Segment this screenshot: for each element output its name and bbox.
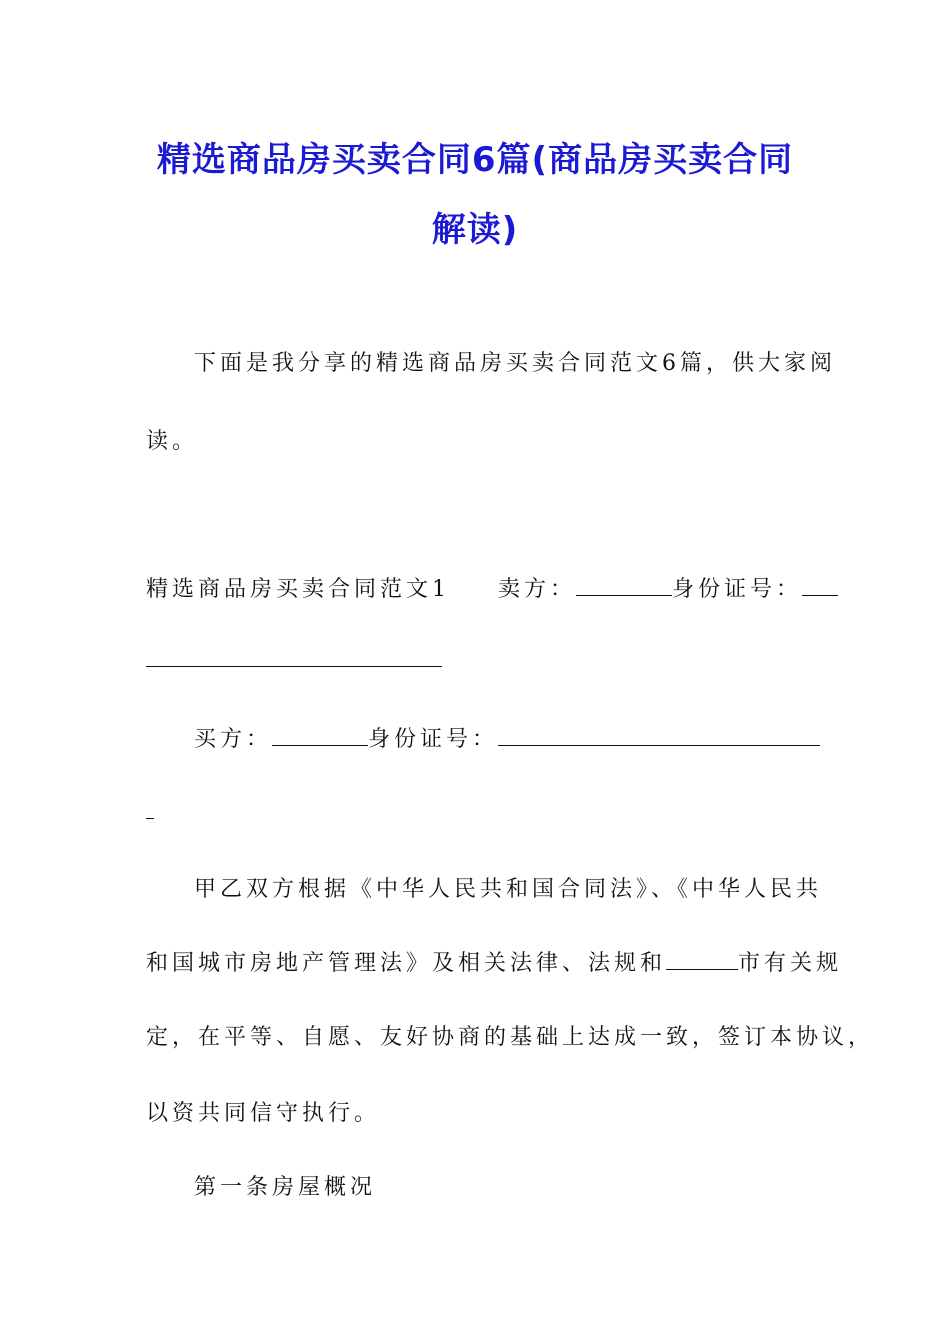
document-title-line-2: 解读) <box>431 210 519 250</box>
document-title-line-1: 精选商品房买卖合同6篇(商品房买卖合同 <box>156 140 794 180</box>
city-blank <box>666 951 738 970</box>
body-paragraph-1-line-1: 甲乙双方根据《中华人民共和国合同法》、《中华人民共 <box>194 877 823 902</box>
seller-id-blank-continued <box>146 666 442 667</box>
body-paragraph-1-line-4: 以资共同信守执行。 <box>146 1101 381 1126</box>
body-line-2-end: 市有关规 <box>738 951 843 976</box>
buyer-line <box>194 722 820 753</box>
buyer-id-label: 身份证号： <box>368 727 499 752</box>
intro-line-2: 读。 <box>146 429 199 454</box>
buyer-id-blank <box>498 727 820 746</box>
intro-line-1: 下面是我分享的精选商品房买卖合同范文6篇，供大家阅 <box>194 351 836 376</box>
seller-name-blank <box>576 577 672 596</box>
buyer-id-blank-continued <box>146 818 154 819</box>
body-paragraph-1-line-2 <box>146 946 842 977</box>
buyer-name-blank <box>272 727 368 746</box>
seller-label: 卖方： <box>498 577 577 602</box>
seller-id-blank <box>802 577 838 596</box>
body-line-2-start: 和国城市房地产管理法》及相关法律、法规和 <box>146 951 667 976</box>
body-paragraph-1-line-3: 定，在平等、自愿、友好协商的基础上达成一致，签订本协议， <box>146 1025 875 1050</box>
contract-1-heading-line <box>146 572 838 603</box>
buyer-label: 买方： <box>194 727 273 752</box>
article-1-heading: 第一条房屋概况 <box>194 1175 377 1200</box>
contract-1-heading: 精选商品房买卖合同范文1 <box>146 577 450 602</box>
seller-id-label: 身份证号： <box>672 577 803 602</box>
